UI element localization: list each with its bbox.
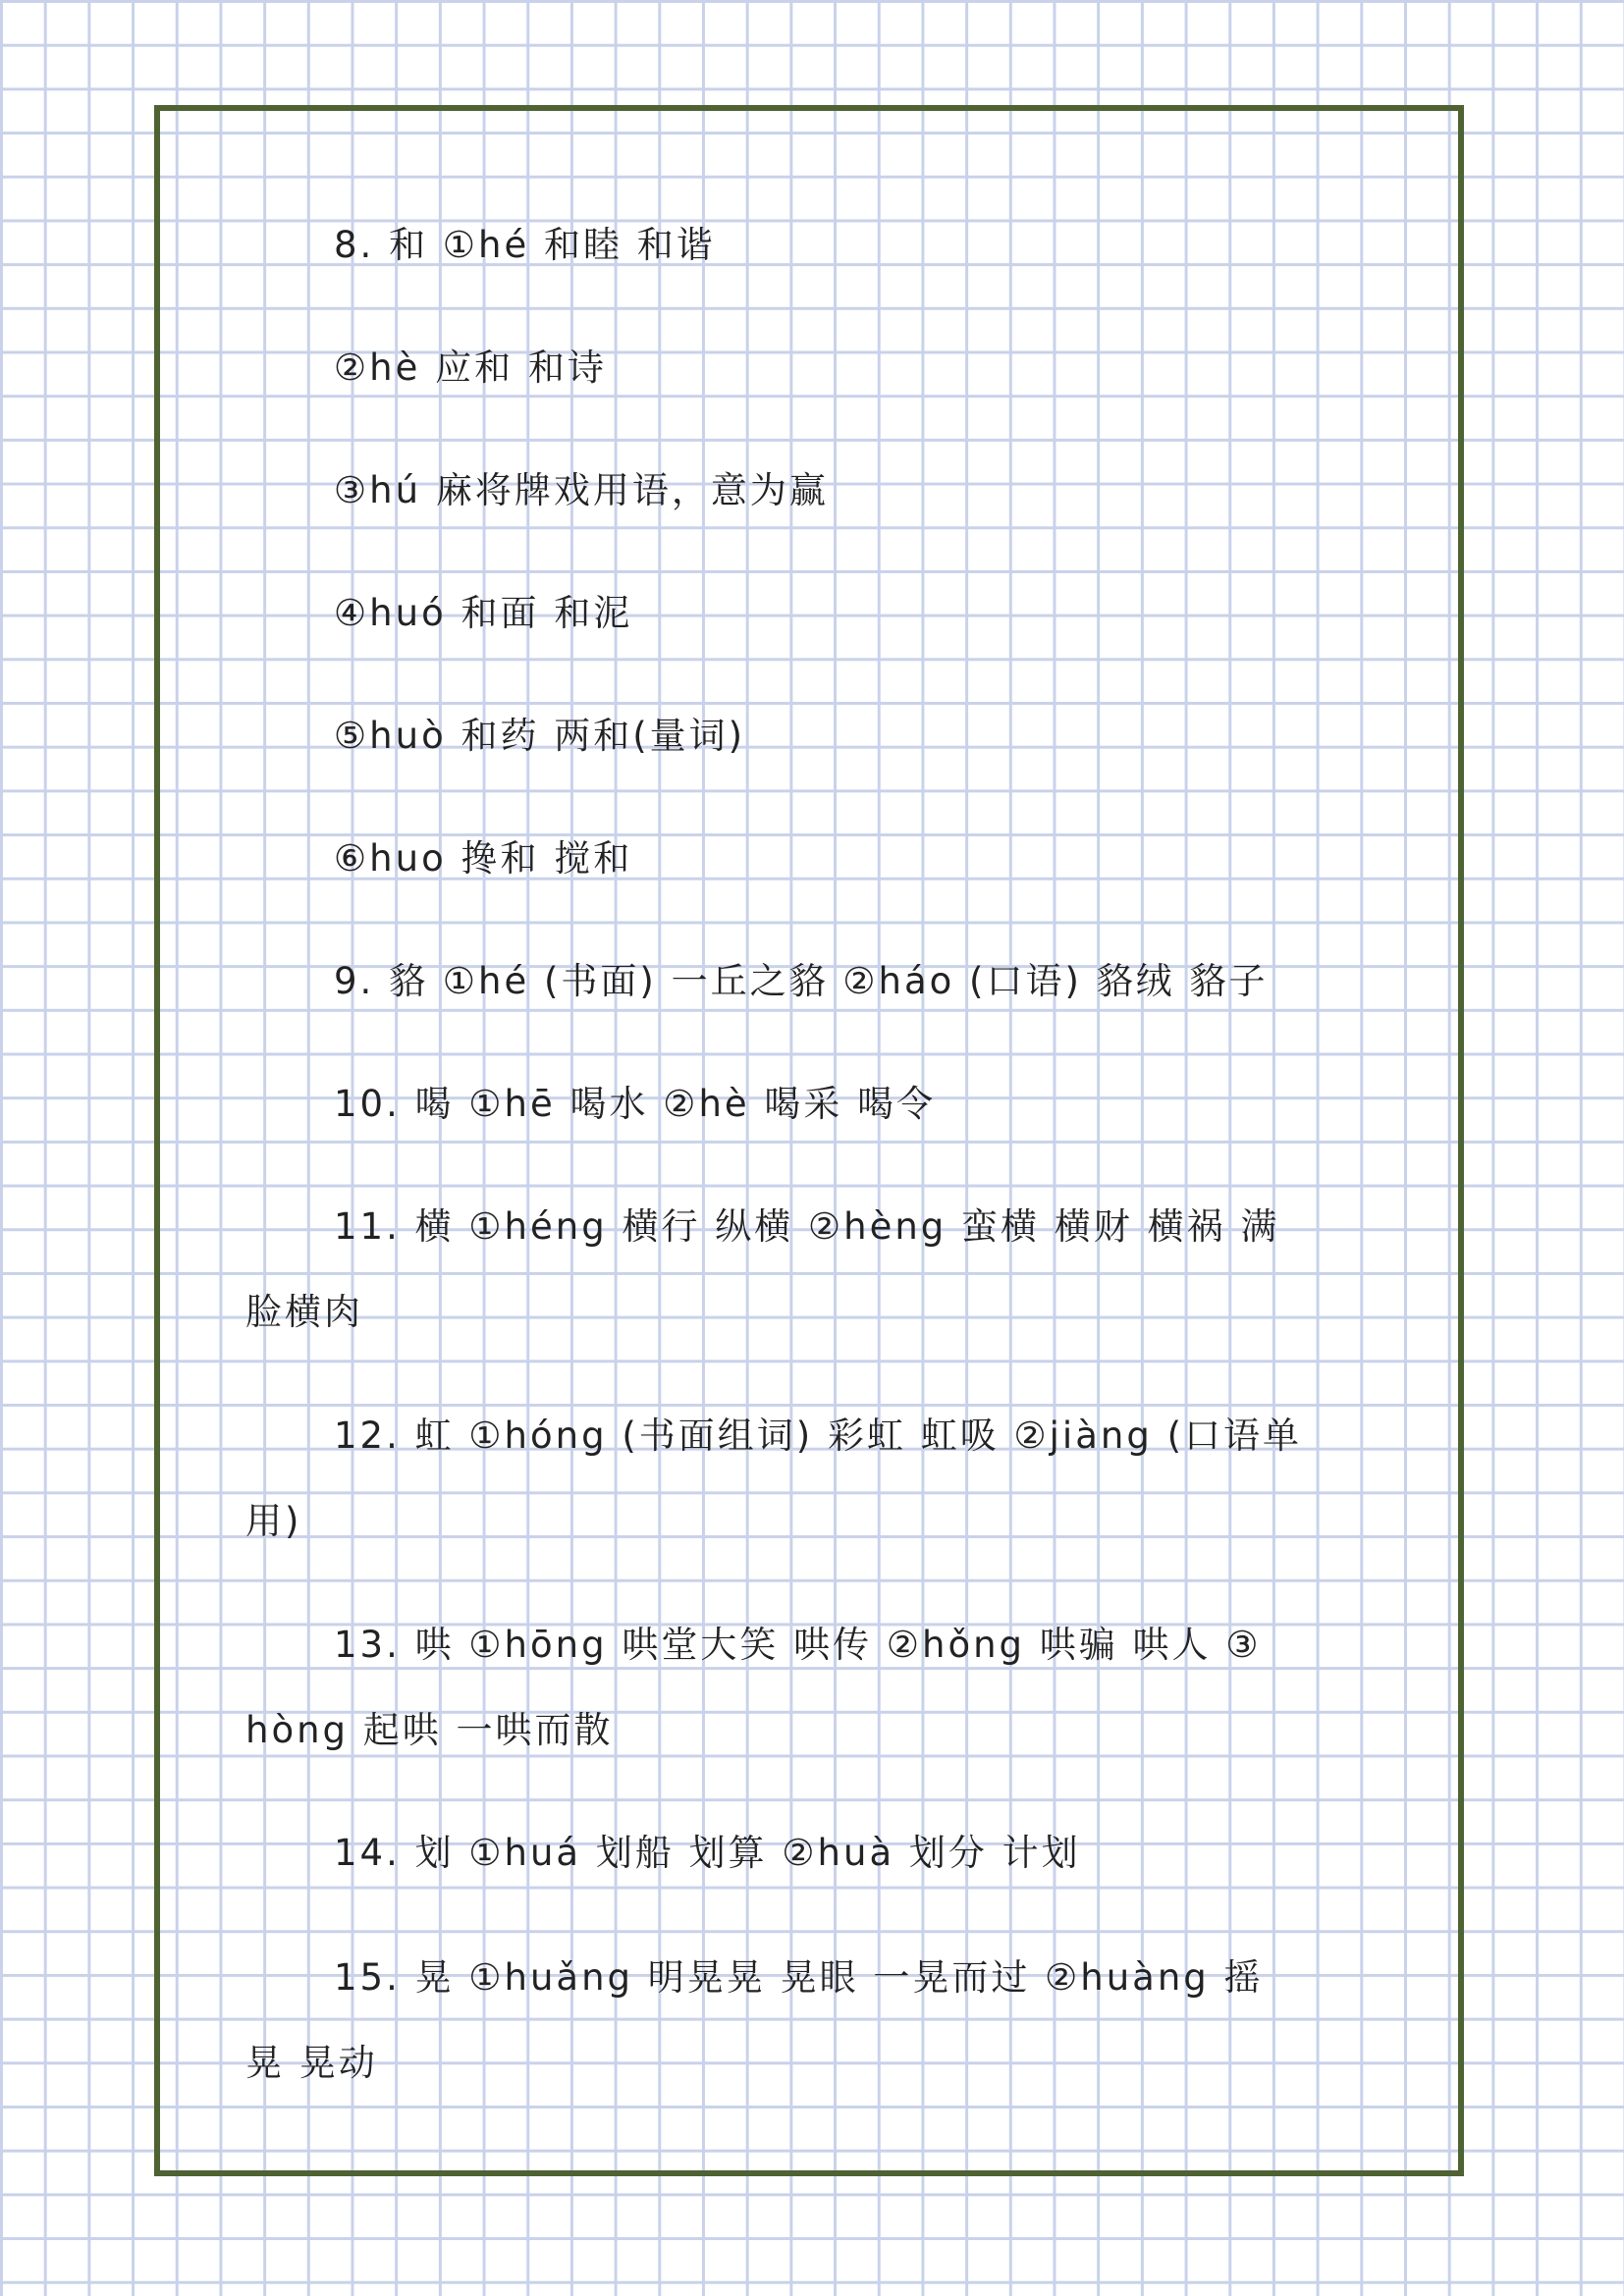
entry-13-line-2: hòng 起哄 一哄而散 [245, 1709, 614, 1751]
entry-15-line-1: 15. 晃 ①huǎng 明晃晃 晃眼 一晃而过 ②huàng 摇 [334, 1956, 1264, 1999]
entry-8-line-1: 8. 和 ①hé 和睦 和谐 [334, 224, 716, 266]
entry-15-line-2: 晃 晃动 [245, 2042, 378, 2084]
entry-13-line-1: 13. 哄 ①hōng 哄堂大笑 哄传 ②hǒng 哄骗 哄人 ③ [334, 1624, 1262, 1666]
entry-9: 9. 貉 ①hé (书面) 一丘之貉 ②háo (口语) 貉绒 貉子 [334, 960, 1269, 1002]
entry-14: 14. 划 ①huá 划船 划算 ②huà 划分 计划 [334, 1832, 1081, 1874]
entry-8-line-3: ③hú 麻将牌戏用语，意为赢 [334, 469, 829, 511]
entry-12-line-2: 用) [245, 1500, 302, 1542]
entry-8-line-6: ⑥huo 搀和 搅和 [334, 837, 633, 880]
entry-11-line-2: 脸横肉 [245, 1291, 363, 1333]
entry-8-line-4: ④huó 和面 和泥 [334, 592, 633, 634]
entry-8-line-5: ⑤huò 和药 两和(量词) [334, 715, 746, 757]
entry-11-line-1: 11. 横 ①héng 横行 纵横 ②hèng 蛮横 横财 横祸 满 [334, 1205, 1280, 1248]
entry-8-line-2: ②hè 应和 和诗 [334, 347, 607, 389]
entry-10: 10. 喝 ①hē 喝水 ②hè 喝采 喝令 [334, 1083, 937, 1125]
entry-12-line-1: 12. 虹 ①hóng (书面组词) 彩虹 虹吸 ②jiàng (口语单 [334, 1415, 1303, 1457]
